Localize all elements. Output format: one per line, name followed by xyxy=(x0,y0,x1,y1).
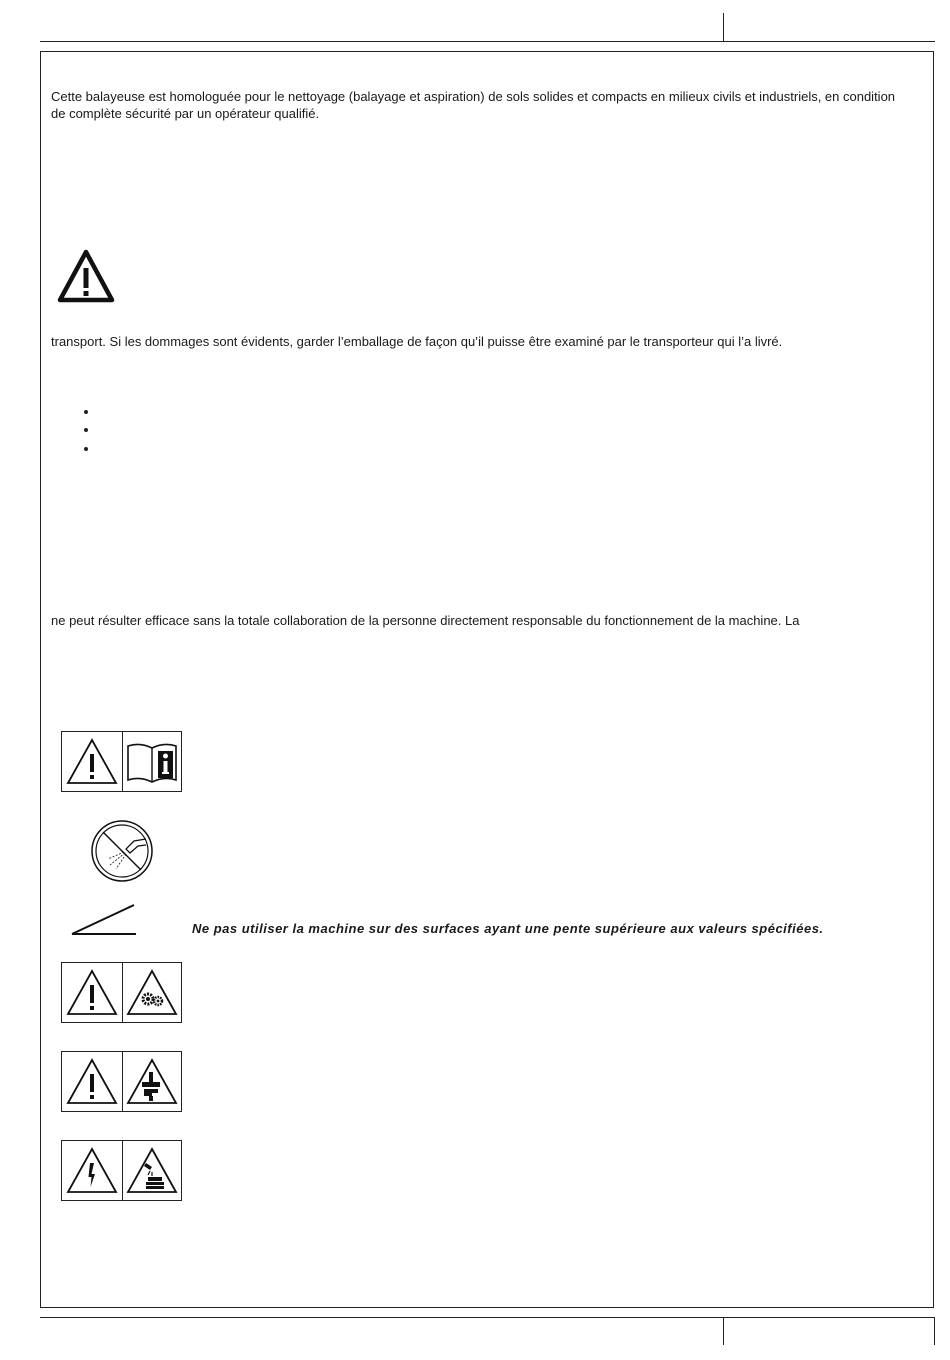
list-bullet xyxy=(84,447,88,451)
slope-warning-text: Ne pas utiliser la machine sur des surfaces ayant une pente supérieure aux valeurs spécifiées. xyxy=(192,921,824,936)
header-divider xyxy=(723,13,724,41)
footer-rule xyxy=(40,1317,935,1318)
electric-hazard-icon xyxy=(62,1141,123,1200)
battery-acid-icon xyxy=(122,1141,182,1200)
footer-right-edge xyxy=(934,1317,935,1345)
warning-triangle-icon xyxy=(62,963,123,1022)
symbol-warning-moving-parts xyxy=(61,962,182,1023)
slope-icon xyxy=(70,903,138,939)
intro-paragraph: Cette balayeuse est homologuée pour le nettoyage (balayage et aspiration) de sols solides et compacts en milieux civils et industriels, en condition de complète sécurité par un opérateur qualifié. xyxy=(51,89,896,121)
read-manual-icon xyxy=(122,732,182,791)
transport-paragraph: transport. Si les dommages sont évidents, garder l’emballage de façon qu’il puisse être examiné par le transporteur qui l’a livré. xyxy=(51,334,783,349)
no-water-jet-icon xyxy=(90,819,154,883)
symbol-warning-hand-crush xyxy=(61,1051,182,1112)
hand-crush-icon xyxy=(122,1052,182,1111)
list-bullet xyxy=(84,428,88,432)
footer-divider xyxy=(723,1317,724,1345)
warning-triangle-icon xyxy=(56,248,116,304)
moving-parts-icon xyxy=(122,963,182,1022)
warning-triangle-icon xyxy=(62,732,123,791)
safety-paragraph: ne peut résulter efficace sans la totale collaboration de la personne directement responsable du fonctionnement de la machine. La xyxy=(51,613,800,628)
list-bullet xyxy=(84,410,88,414)
warning-triangle-icon xyxy=(62,1052,123,1111)
content-frame xyxy=(40,51,934,1308)
symbol-warning-manual xyxy=(61,731,182,792)
symbol-electric-battery xyxy=(61,1140,182,1201)
header-rule xyxy=(40,41,935,42)
